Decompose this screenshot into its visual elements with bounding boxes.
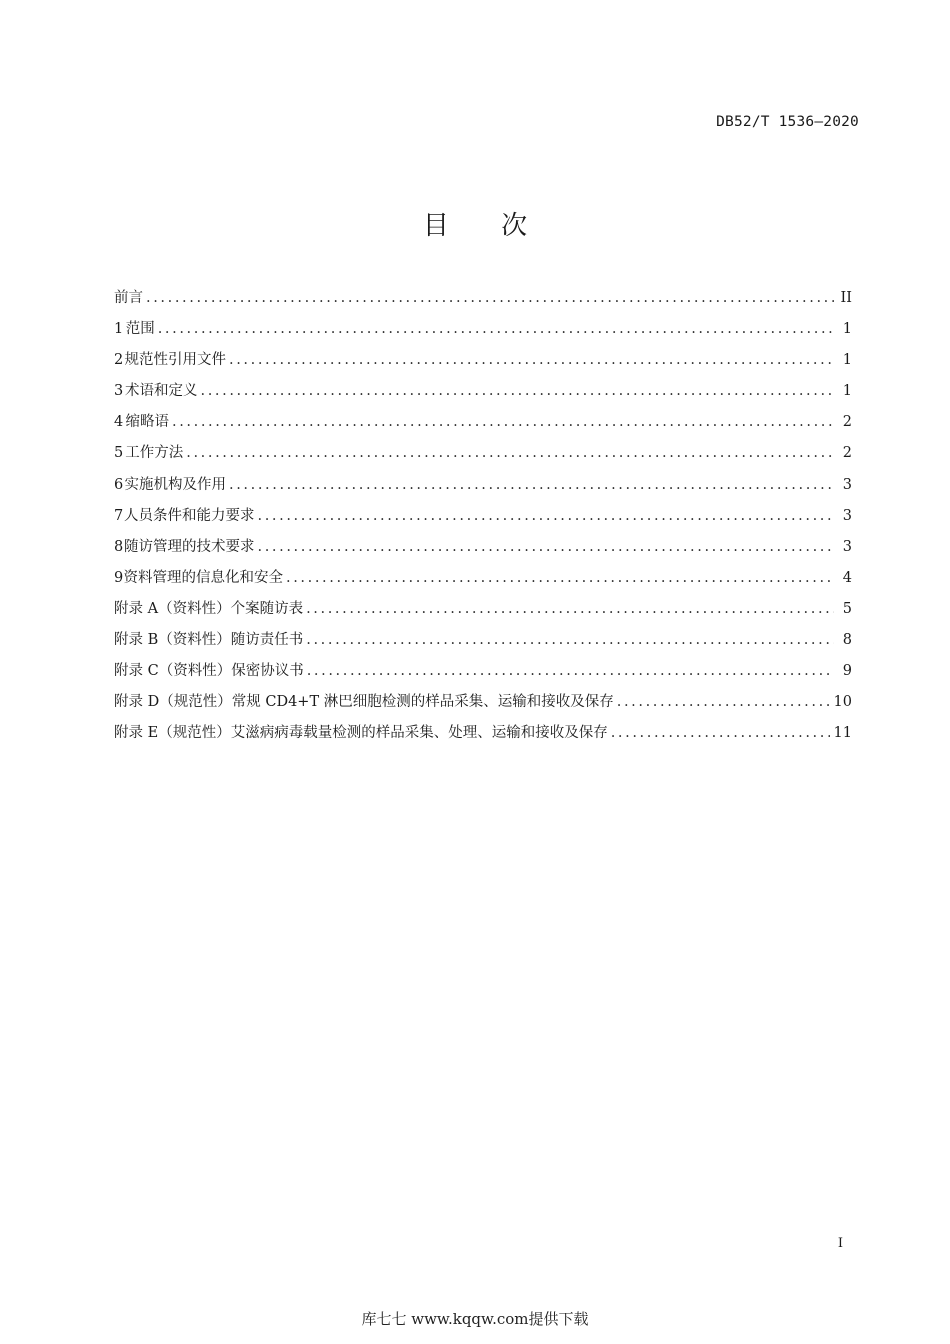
download-source-note: 库七七 www.kqqw.com提供下载 <box>361 1310 589 1328</box>
toc-entry-appendix-e[interactable] <box>114 718 852 749</box>
toc-entry-page: 4 <box>842 569 852 586</box>
toc-entry-1[interactable] <box>114 314 852 345</box>
toc-entry-page: 2 <box>842 445 852 462</box>
appendix-type: （资料性） <box>158 632 231 649</box>
toc-entry-label: 随访责任书 <box>230 632 304 649</box>
appendix-label: 附录 D <box>114 694 160 711</box>
toc-entry-9[interactable] <box>114 563 852 594</box>
toc-entry-page: 8 <box>842 632 852 649</box>
toc-entry-label: 工作方法 <box>125 445 184 462</box>
toc-dot-leader <box>229 470 834 501</box>
appendix-type: （规范性） <box>159 694 232 711</box>
toc-entry-number: 7 <box>114 507 124 524</box>
page-number: I <box>837 1236 843 1251</box>
title-char-1: 目 <box>422 211 449 241</box>
toc-entry-page: 3 <box>842 476 852 493</box>
toc-entry-number: 1 <box>114 321 124 338</box>
appendix-type: （规范性） <box>158 725 231 742</box>
toc-entry-8[interactable] <box>114 532 852 563</box>
toc-dot-leader <box>258 501 835 532</box>
toc-entry-label: 规范性引用文件 <box>124 352 226 369</box>
toc-entry-appendix-d[interactable] <box>114 687 852 718</box>
toc-entry-label: 缩略语 <box>125 414 169 431</box>
appendix-label: 附录 E <box>114 725 159 742</box>
toc-entry-label: 资料管理的信息化和安全 <box>123 569 283 586</box>
toc-dot-leader <box>172 407 834 438</box>
toc-dot-leader <box>306 594 834 625</box>
toc-entry-number: 2 <box>114 352 124 369</box>
toc-entry-label: 术语和定义 <box>124 383 198 400</box>
toc-entry-5[interactable] <box>114 438 852 469</box>
toc-entry-page: 10 <box>833 694 852 711</box>
appendix-label: 附录 C <box>114 663 159 680</box>
toc-entry-label: 保密协议书 <box>231 663 304 680</box>
toc-entry-label: 前言 <box>114 290 143 306</box>
toc-entry-page: 1 <box>842 383 852 400</box>
appendix-type: （资料性） <box>158 663 232 680</box>
toc-dot-leader <box>286 563 834 594</box>
toc-entry-page: 5 <box>842 600 852 617</box>
toc-entry-number: 8 <box>114 538 124 555</box>
toc-entry-appendix-a[interactable] <box>114 594 852 625</box>
appendix-label: 附录 B <box>114 632 159 649</box>
toc-entry-appendix-b[interactable] <box>114 625 852 656</box>
toc-entry-page: 3 <box>842 538 852 555</box>
toc-dot-leader <box>146 283 834 314</box>
toc-dot-leader <box>186 438 834 469</box>
toc-dot-leader <box>306 625 834 656</box>
toc-entry-page: 2 <box>842 414 852 431</box>
toc-entry-4[interactable] <box>114 407 852 438</box>
toc-entry-label: 范围 <box>125 321 155 338</box>
toc-entry-label: 人员条件和能力要求 <box>124 507 255 524</box>
toc-entry-page: 3 <box>842 507 852 524</box>
toc-entry-number: 4 <box>114 414 124 431</box>
appendix-type: （资料性） <box>158 600 231 617</box>
page-title <box>0 205 950 242</box>
toc-entry-label: 个案随访表 <box>230 600 304 617</box>
toc-entry-page: 1 <box>842 352 852 369</box>
toc-entry-label: 常规 CD4+T 淋巴细胞检测的样品采集、运输和接收及保存 <box>231 694 614 711</box>
toc-entry-number: 3 <box>114 383 124 400</box>
toc-dot-leader <box>229 345 834 376</box>
appendix-label: 附录 A <box>114 600 159 617</box>
toc-entry-label: 实施机构及作用 <box>124 476 226 493</box>
toc-entry-label: 艾滋病病毒载量检测的样品采集、处理、运输和接收及保存 <box>230 725 608 742</box>
toc-dot-leader <box>617 687 830 718</box>
toc-entry-number: 6 <box>114 476 124 493</box>
toc-entry-page: 11 <box>833 725 852 742</box>
toc-entry-appendix-c[interactable] <box>114 656 852 687</box>
table-of-contents <box>114 283 852 749</box>
toc-entry-2[interactable] <box>114 345 852 376</box>
toc-entry-page: 1 <box>842 321 852 338</box>
toc-dot-leader <box>611 718 830 749</box>
toc-dot-leader <box>258 532 835 563</box>
toc-entry-3[interactable] <box>114 376 852 407</box>
toc-entry-number: 5 <box>114 445 124 462</box>
toc-entry-6[interactable] <box>114 470 852 501</box>
toc-entry-label: 随访管理的技术要求 <box>124 538 255 555</box>
document-code: DB52/T 1536—2020 <box>716 114 859 130</box>
toc-entry-page: II <box>840 290 852 306</box>
toc-entry-foreword[interactable] <box>114 283 852 314</box>
toc-entry-page: 9 <box>842 663 852 680</box>
toc-entry-number: 9 <box>114 569 124 586</box>
toc-dot-leader <box>200 376 834 407</box>
toc-dot-leader <box>307 656 834 687</box>
title-char-2: 次 <box>501 211 528 241</box>
toc-dot-leader <box>158 314 834 345</box>
toc-entry-7[interactable] <box>114 501 852 532</box>
